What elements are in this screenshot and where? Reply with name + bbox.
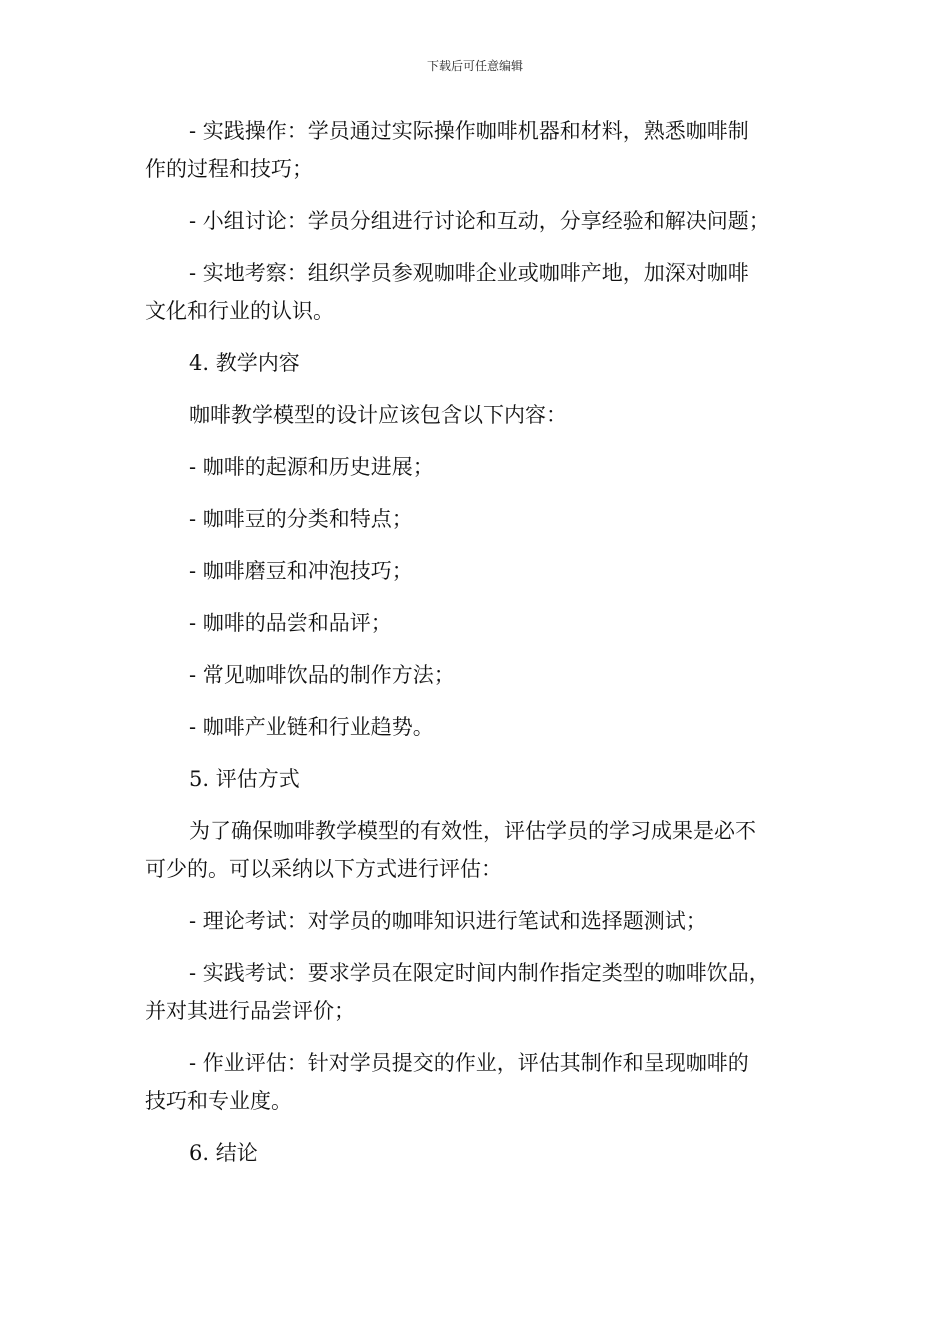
list-item [145,1044,810,1120]
list-item [145,604,810,642]
paragraph-line: - 作业评估：针对学员提交的作业，评估其制作和呈现咖啡的 [189,1051,749,1075]
paragraph-evaluation-intro [145,812,810,888]
paragraph-line: 作的过程和技巧； [145,157,313,181]
paragraph-content-intro [145,396,810,434]
paragraph-line: 文化和行业的认识。 [145,299,334,323]
paragraph-line: - 咖啡产业链和行业趋势。 [189,715,434,739]
paragraph-line: 咖啡教学模型的设计应该包含以下内容： [189,403,567,427]
paragraph-practice [145,112,810,188]
list-item [145,500,810,538]
section-heading-conclusion [145,1134,810,1172]
list-item [145,448,810,486]
document-body [145,112,810,1186]
paragraph-line: 并对其进行品尝评价； [145,999,355,1023]
paragraph-line: - 实践操作：学员通过实际操作咖啡机器和材料，熟悉咖啡制 [189,119,749,143]
paragraph-line: 技巧和专业度。 [145,1089,292,1113]
paragraph-line: - 小组讨论：学员分组进行讨论和互动，分享经验和解决问题； [189,209,770,233]
paragraph-line: - 咖啡磨豆和冲泡技巧； [189,559,413,583]
list-item [145,656,810,694]
paragraph-line: - 咖啡豆的分类和特点； [189,507,413,531]
paragraph-line: - 咖啡的品尝和品评； [189,611,392,635]
paragraph-line: - 常见咖啡饮品的制作方法； [189,663,455,687]
paragraph-group-discussion [145,202,810,240]
paragraph-line: 可少的。可以采纳以下方式进行评估： [145,857,502,881]
paragraph-line: 6. 结论 [189,1141,258,1165]
section-heading-teaching-content [145,344,810,382]
paragraph-field-visit [145,254,810,330]
paragraph-line: - 实地考察：组织学员参观咖啡企业或咖啡产地，加深对咖啡 [189,261,749,285]
list-item [145,954,810,1030]
list-item [145,552,810,590]
paragraph-line: 4. 教学内容 [189,351,300,375]
list-item [145,708,810,746]
paragraph-line: - 咖啡的起源和历史进展； [189,455,434,479]
paragraph-line: - 理论考试：对学员的咖啡知识进行笔试和选择题测试； [189,909,707,933]
list-item [145,902,810,940]
page-header: 下载后可任意编辑 [426,59,523,73]
section-heading-evaluation [145,760,810,798]
paragraph-line: 为了确保咖啡教学模型的有效性，评估学员的学习成果是必不 [189,819,756,843]
paragraph-line: 5. 评估方式 [189,767,300,791]
paragraph-line: - 实践考试：要求学员在限定时间内制作指定类型的咖啡饮品， [189,961,770,985]
